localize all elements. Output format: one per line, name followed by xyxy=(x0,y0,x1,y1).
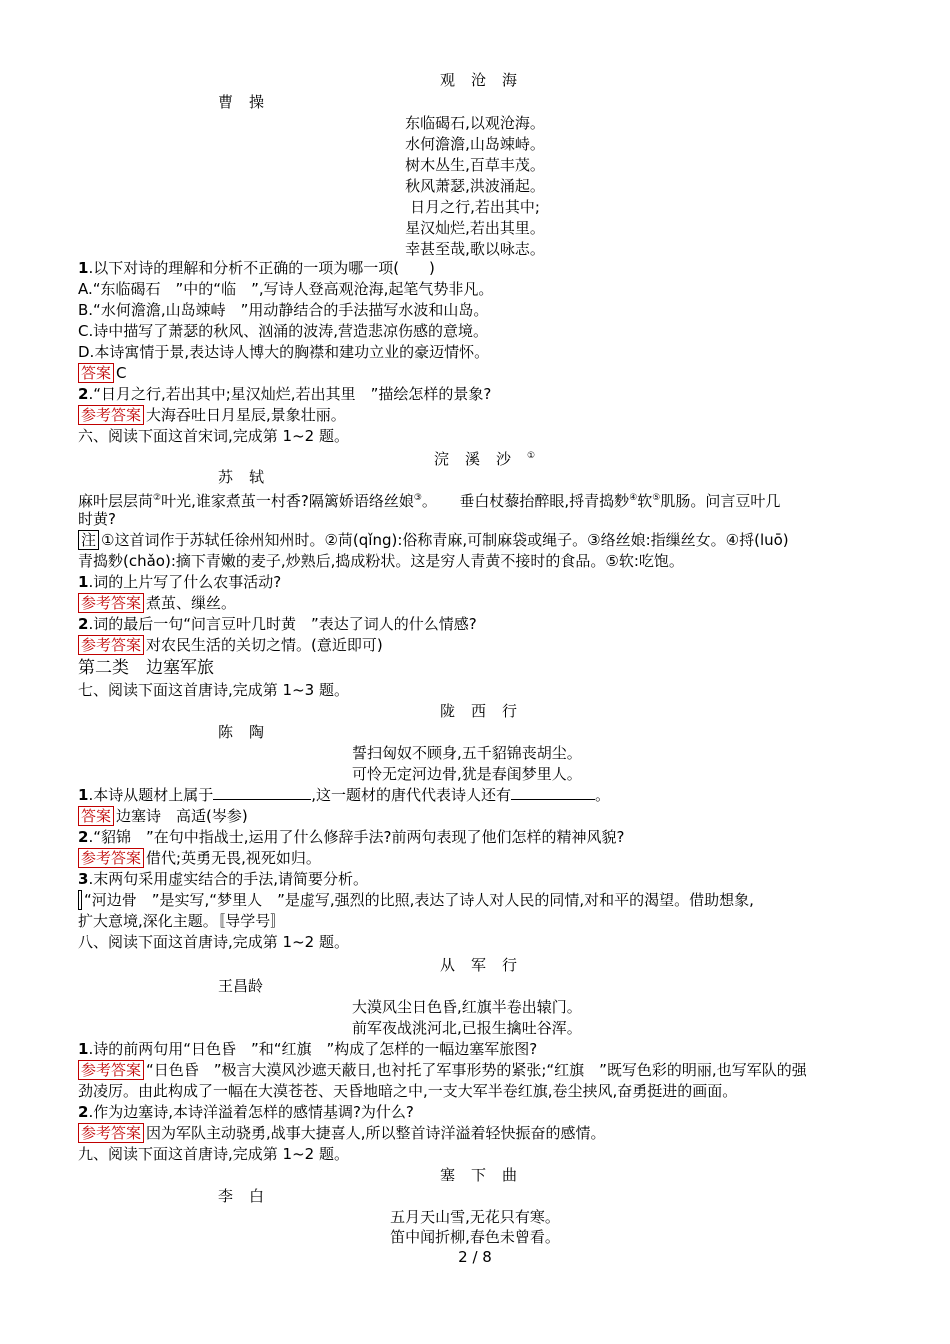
poem-text: 时黄? xyxy=(78,510,116,528)
answer-tag: 参考答案 xyxy=(78,635,144,655)
answer: 参考答案 煮茧、缫丝。 xyxy=(78,593,236,614)
answer: 参考答案 因为军队主动骁勇,战事大捷喜人,所以整首诗洋溢着轻快振奋的感情。 xyxy=(78,1123,606,1144)
answer-tag: 参考答案 xyxy=(78,848,144,868)
answer: 答案 C xyxy=(78,363,127,384)
poem-line: 前军夜战洮河北,已报生擒吐谷浑。 xyxy=(352,1019,582,1037)
question: 2.“日月之行,若出其中;星汉灿烂,若出其里 ”描绘怎样的景象? xyxy=(78,385,492,403)
note: 注 ①这首词作于苏轼任徐州知州时。②苘(qǐng):俗称青麻,可制麻袋或绳子。③络丝娘:指缫丝女。④捋(luō) xyxy=(78,530,789,551)
category-heading: 第二类 边塞军旅 xyxy=(78,658,214,678)
option-c: C.诗中描写了萧瑟的秋风、汹涌的波涛,营造悲凉伤感的意境。 xyxy=(78,322,489,340)
section-heading: 九、阅读下面这首唐诗,完成第 1~2 题。 xyxy=(78,1145,349,1163)
poem-line: 大漠风尘日色昏,红旗半卷出辕门。 xyxy=(352,998,582,1016)
answer: 参考答案 对农民生活的关切之情。(意近即可) xyxy=(78,635,383,656)
answer: “河边骨 ”是实写,“梦里人 ”是虚写,强烈的比照,表达了诗人对人民的同情,对和平的渴望。借助想象, xyxy=(78,890,754,911)
answer: 扩大意境,深化主题。〚导学号〛 xyxy=(78,912,286,930)
question: 1.词的上片写了什么农事活动? xyxy=(78,573,282,591)
poem-line: 水何澹澹,山岛竦峙。 xyxy=(405,135,545,153)
question: 1.以下对诗的理解和分析不正确的一项为哪一项( ) xyxy=(78,259,435,277)
answer: 劲凌厉。由此构成了一幅在大漠苍苍、天昏地暗之中,一支大军半卷红旗,卷尘挟风,奋勇挺进的画面。 xyxy=(78,1082,738,1100)
poem-author: 王昌龄 xyxy=(218,977,264,995)
answer-tag: 参考答案 xyxy=(78,405,144,425)
poem-line: 幸甚至哉,歌以咏志。 xyxy=(405,240,545,258)
option-b: B.“水何澹澹,山岛竦峙 ”用动静结合的手法描写水波和山岛。 xyxy=(78,301,489,319)
note-tag: 注 xyxy=(78,530,99,550)
poem-line: 日月之行,若出其中; xyxy=(410,198,540,216)
question: 2.“貂锦 ”在句中指战士,运用了什么修辞手法?前两句表现了他们怎样的精神风貌? xyxy=(78,828,625,846)
answer-blank[interactable] xyxy=(213,785,311,800)
poem-line: 五月天山雪,无花只有寒。 xyxy=(390,1208,560,1226)
poem-text: 麻叶层层苘②叶光,谁家煮茧一村香?隔篱娇语络丝娘③。 垂白杖藜抬醉眼,捋青捣麨④软⑤肌肠。问言豆叶几 xyxy=(78,492,781,510)
poem-line: 星汉灿烂,若出其里。 xyxy=(405,219,545,237)
answer-blank[interactable] xyxy=(511,785,595,800)
poem-title: 从军行 xyxy=(440,956,534,974)
poem-author: 曹操 xyxy=(218,93,281,111)
answer-tag: 参考答案 xyxy=(78,1060,144,1080)
poem-line: 东临碣石,以观沧海。 xyxy=(405,114,545,132)
poem-line: 誓扫匈奴不顾身,五千貂锦丧胡尘。 xyxy=(352,744,582,762)
answer-tag: 参考答案 xyxy=(78,1123,144,1143)
answer: 参考答案 大海吞吐日月星辰,景象壮丽。 xyxy=(78,405,346,426)
question: 1.本诗从题材上属于 ,这一题材的唐代代表诗人还有 。 xyxy=(78,786,611,804)
poem-line: 笛中闻折柳,春色未曾看。 xyxy=(390,1228,560,1246)
answer-tag: 参考答案 xyxy=(78,593,144,613)
poem-line: 树木丛生,百草丰茂。 xyxy=(405,156,545,174)
poem-title: 陇西行 xyxy=(440,702,534,720)
question: 2.作为边塞诗,本诗洋溢着怎样的感情基调?为什么? xyxy=(78,1103,414,1121)
answer-tag: 答案 xyxy=(78,806,114,826)
section-heading: 七、阅读下面这首唐诗,完成第 1~3 题。 xyxy=(78,681,349,699)
answer-tag-empty xyxy=(78,890,82,910)
answer: 参考答案 借代;英勇无畏,视死如归。 xyxy=(78,848,321,869)
answer: 参考答案 “日色昏 ”极言大漠风沙遮天蔽日,也衬托了军事形势的紧张;“红旗 ”既写色彩的明丽,也写军队的强 xyxy=(78,1060,807,1081)
question: 3.末两句采用虚实结合的手法,请简要分析。 xyxy=(78,870,368,888)
poem-title: 塞下曲 xyxy=(440,1166,534,1184)
page-number: 2 / 8 xyxy=(458,1248,492,1266)
poem-author: 李白 xyxy=(218,1187,281,1205)
poem-line: 秋风萧瑟,洪波涌起。 xyxy=(405,177,545,195)
poem-line: 可怜无定河边骨,犹是春闺梦里人。 xyxy=(352,765,582,783)
option-d: D.本诗寓情于景,表达诗人博大的胸襟和建功立业的豪迈情怀。 xyxy=(78,343,490,361)
poem-title: 观沧海 xyxy=(440,71,534,89)
section-heading: 八、阅读下面这首唐诗,完成第 1~2 题。 xyxy=(78,933,349,951)
question: 1.诗的前两句用“日色昏 ”和“红旗 ”构成了怎样的一幅边塞军旅图? xyxy=(78,1040,538,1058)
answer-tag: 答案 xyxy=(78,363,114,383)
poem-title: 浣溪沙① xyxy=(434,450,552,468)
poem-author: 苏轼 xyxy=(218,468,281,486)
section-heading: 六、阅读下面这首宋词,完成第 1~2 题。 xyxy=(78,427,349,445)
option-a: A.“东临碣石 ”中的“临 ”,写诗人登高观沧海,起笔气势非凡。 xyxy=(78,280,494,298)
question: 2.词的最后一句“问言豆叶几时黄 ”表达了词人的什么情感? xyxy=(78,615,477,633)
poem-author: 陈陶 xyxy=(218,723,281,741)
note: 青捣麨(chǎo):摘下青嫩的麦子,炒熟后,捣成粉状。这是穷人青黄不接时的食品。⑤软:吃饱。 xyxy=(78,552,684,570)
answer: 答案 边塞诗 高适(岑参) xyxy=(78,806,248,827)
